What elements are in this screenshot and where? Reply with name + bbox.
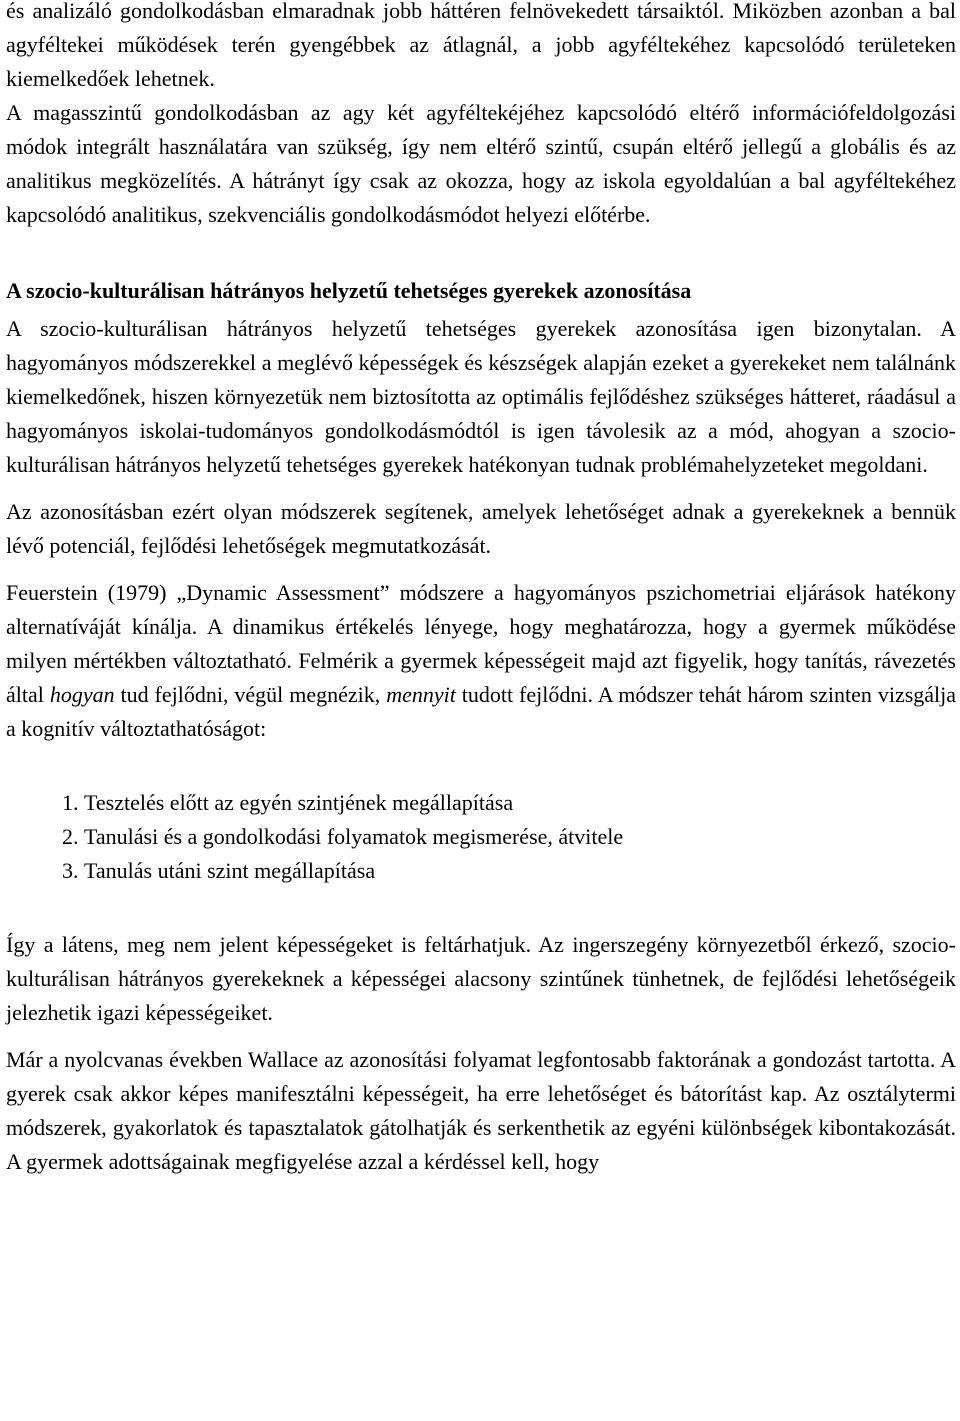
paragraph-feuerstein-part-2: tud fejlődni, végül megnézik, (114, 682, 387, 707)
paragraph-feuerstein (6, 576, 956, 746)
list-item: 2. Tanulási és a gondolkodási folyamatok megismerése, átvitele (84, 820, 956, 854)
paragraph-hemispheres-part-2: A hátrányt így csak az okozza, hogy az iskola egyoldalúan a bal agyféltekéhez kapcsolódó analitikus, szekvenciális gondolkodásmódot helyezi előtérbe. (6, 168, 956, 227)
document-page (6, 0, 956, 1179)
paragraph-feuerstein-part-3: tudott fejlődni. A módszer tehát három szinten vizsgálja a kognitív változtathatóságot: (6, 682, 957, 741)
paragraph-wallace: Már a nyolcvanas években Wallace az azonosítási folyamat legfontosabb faktorának a gondozást tartotta. A gyerek csak akkor képes manifesztálni képességeit, ha erre lehetőséget és bátorítást kap. Az osztálytermi módszerek, gyakorlatok és tapasztalatok gátolhatják és serkenthetik az egyéni különbségek kibontakozását. A gyermek adottságainak megfigyelése azzal a kérdéssel kell, hogy (6, 1047, 956, 1174)
paragraph-intro-continuation: és analizáló gondolkodásban elmaradnak jobb háttéren felnövekedett társaiktól. Miközben azonban a bal agyféltekei működések terén gyengébbek az átlagnál, a jobb agyféltekéhez kapcsolódó területeken kiemelkedőek lehetnek. (6, 0, 956, 91)
emphasis-mennyit: mennyit (386, 682, 456, 707)
list-item: 3. Tanulás utáni szint megállapítása (84, 854, 956, 888)
section-heading: A szocio-kulturálisan hátrányos helyzetű tehetséges gyerekek azonosítása (6, 278, 692, 303)
paragraph-latent-abilities: Így a látens, meg nem jelent képességeket is feltárhatjuk. Az ingerszegény környezetből érkező, szocio-kulturálisan hátrányos gyerekeknek a képességei alacsony szintűnek tünhetnek, de fejlődési lehetőségeik jelezhetik igazi képességeiket. (6, 932, 956, 1025)
paragraph-hemispheres (6, 96, 956, 232)
paragraph-feuerstein-part-1: Feuerstein (1979) „Dynamic Assessment” módszere a hagyományos pszichometriai eljárások hatékony alternatíváját kínálja. A dinamikus értékelés lényege, hogy meghatározza, hogy a gyermek működése milyen mértékben változtatható. Felmérik a gyermek képességeit majd azt figyelik, hogy tanítás, rávezetés által (6, 580, 956, 707)
emphasis-hogyan: hogyan (49, 682, 115, 707)
paragraph-identification: A szocio-kulturálisan hátrányos helyzetű tehetséges gyerekek azonosítása igen bizonytalan. A hagyományos módszerekkel a meglévő képességek és készségek alapján ezeket a gyerekeket nem találnánk kiemelkedőnek, hiszen környezetük nem biztosította az optimális fejlődéshez szükséges hátteret, ráadásul a hagyományos iskolai-tudományos gondolkodásmódtól is igen távolesik az a mód, ahogyan a szocio-kulturálisan hátrányos helyzetű tehetséges gyerekek hatékonyan tudnak problémahelyzeteket megoldani. (6, 316, 956, 477)
paragraph-hemispheres-part-1: A magasszintű gondolkodásban az agy két agyféltekéjéhez kapcsolódó eltérő információfeldolgozási módok integrált használatára van szükség, így nem eltérő szintű, csupán eltérő jellegű a globális és az analitikus megközelítés. (6, 100, 956, 193)
levels-list (6, 786, 956, 888)
paragraph-methods: Az azonosításban ezért olyan módszerek segítenek, amelyek lehetőséget adnak a gyerekeknek a bennük lévő potenciál, fejlődési lehetőségek megmutatkozását. (6, 499, 956, 558)
list-item: 1. Tesztelés előtt az egyén szintjének megállapítása (84, 786, 956, 820)
